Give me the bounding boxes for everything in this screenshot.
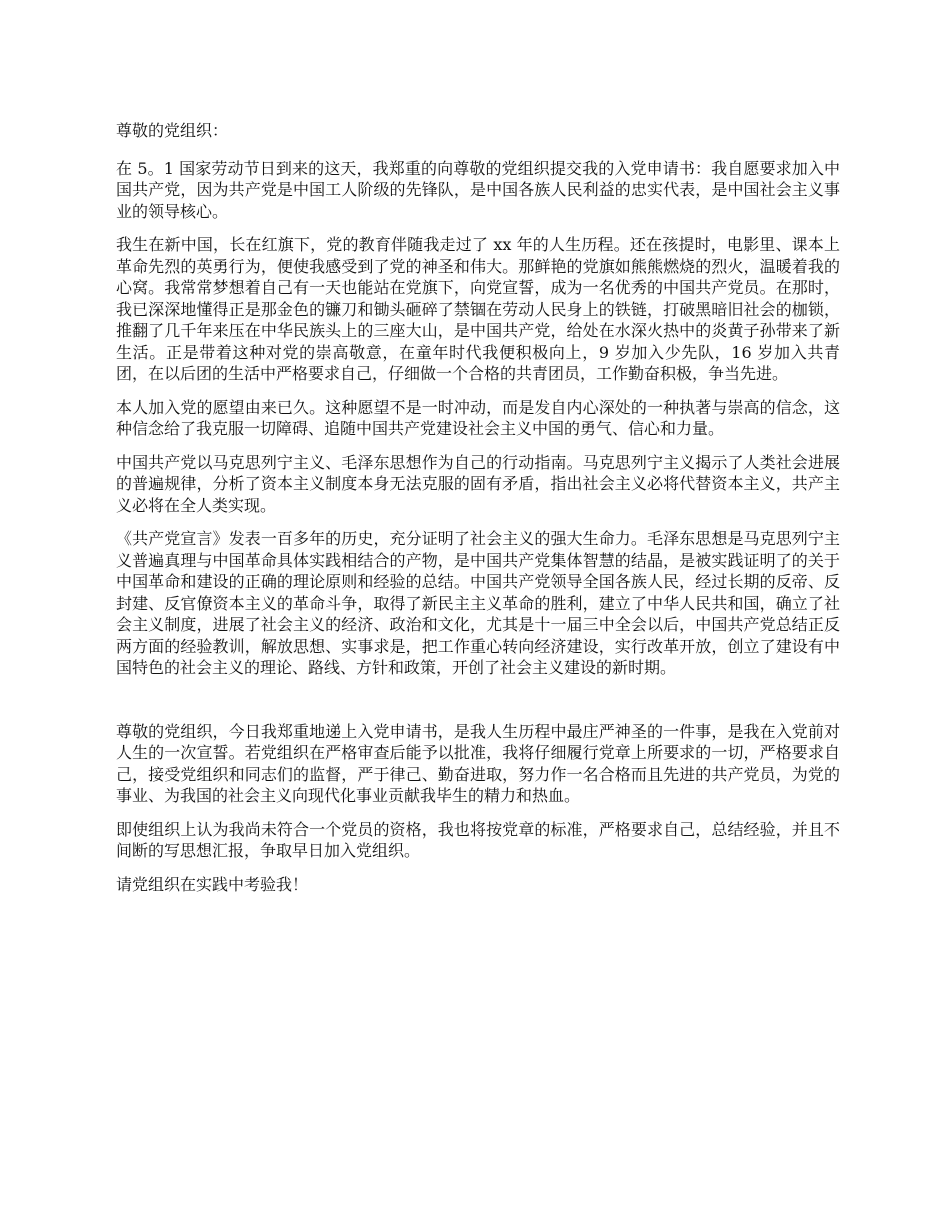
- paragraph-guiding-theory: 中国共产党以马克思列宁主义、毛泽东思想作为自己的行动指南。马克思列宁主义揭示了人类社会进展的普遍规律，分析了资本主义制度本身无法克服的固有矛盾，指出社会主义必将代替资本主义，共产主义必将在全人类实现。: [116, 452, 840, 515]
- paragraph-history: 《共产党宣言》发表一百多年的历史，充分证明了社会主义的强大生命力。毛泽东思想是马克思列宁主义普遍真理与中国革命具体实践相结合的产物，是中国共产党集体智慧的结晶，是被实践证明了的关于中国革命和建设的正确的理论原则和经验的总结。中国共产党领导全国各族人民，经过长期的反帝、反封建、反官僚资本主义的革命斗争，取得了新民主主义革命的胜利，建立了中华人民共和国，确立了社会主义制度，进展了社会主义的经济、政治和文化，尤其是十一届三中全会以后，中国共产党总结正反两方面的经验教训，解放思想、实事求是，把工作重心转向经济建设，实行改革开放，创立了建设有中国特色的社会主义的理论、路线、方针和政策，开创了社会主义建设的新时期。: [116, 529, 840, 677]
- letter-body: [116, 120, 840, 907]
- letter-salutation: 尊敬的党组织：: [116, 121, 229, 140]
- paragraph-closing: 请党组织在实践中考验我！: [116, 874, 309, 894]
- paragraph-pledge: 尊敬的党组织，今日我郑重地递上入党申请书，是我人生历程中最庄严神圣的一件事，是我在入党前对人生的一次宣誓。若党组织在严格审查后能予以批准，我将仔细履行党章上所要求的一切，严格要求自己，接受党组织和同志们的监督，严于律己、勤奋进取，努力作一名合格而且先进的共产党员，为党的事业、为我国的社会主义向现代化事业贡献我毕生的精力和热血。: [116, 721, 840, 805]
- paragraph-upbringing: 我生在新中国，长在红旗下，党的教育伴随我走过了 xx 年的人生历程。还在孩提时，电影里、课本上革命先烈的英勇行为，便使我感受到了党的神圣和伟大。那鲜艳的党旗如熊熊燃烧的烈火，温暖着我的心窝。我常常梦想着自己有一天也能站在党旗下，向党宣誓，成为一名优秀的中国共产党员。在那时，我已深深地懂得正是那金色的镰刀和锄头砸碎了禁锢在劳动人民身上的铁链，打破黑暗旧社会的枷锁，推翻了几千年来压在中华民族头上的三座大山，是中国共产党，给处在水深火热中的炎黄子孙带来了新生活。正是带着这种对党的崇高敬意，在童年时代我便积极向上，9 岁加入少先队，16 岁加入共青团，在以后团的生活中严格要求自己，仔细做一个合格的共青团员，工作勤奋积极，争当先进。: [116, 235, 840, 383]
- paragraph-intro: 在 5。1 国家劳动节日到来的这天，我郑重的向尊敬的党组织提交我的入党申请书：我自愿要求加入中国共产党，因为共产党是中国工人阶级的先锋队，是中国各族人民利益的忠实代表，是中国社会主义事业的领导核心。: [116, 158, 840, 221]
- paragraph-commitment: 即使组织上认为我尚未符合一个党员的资格，我也将按党章的标准，严格要求自己，总结经验，并且不间断的写思想汇报，争取早日加入党组织。: [116, 819, 840, 860]
- paragraph-gap: [116, 691, 840, 721]
- paragraph-aspiration: 本人加入党的愿望由来已久。这种愿望不是一时冲动，而是发自内心深处的一种执著与崇高的信念，这种信念给了我克服一切障碍、追随中国共产党建设社会主义中国的勇气、信心和力量。: [116, 397, 840, 438]
